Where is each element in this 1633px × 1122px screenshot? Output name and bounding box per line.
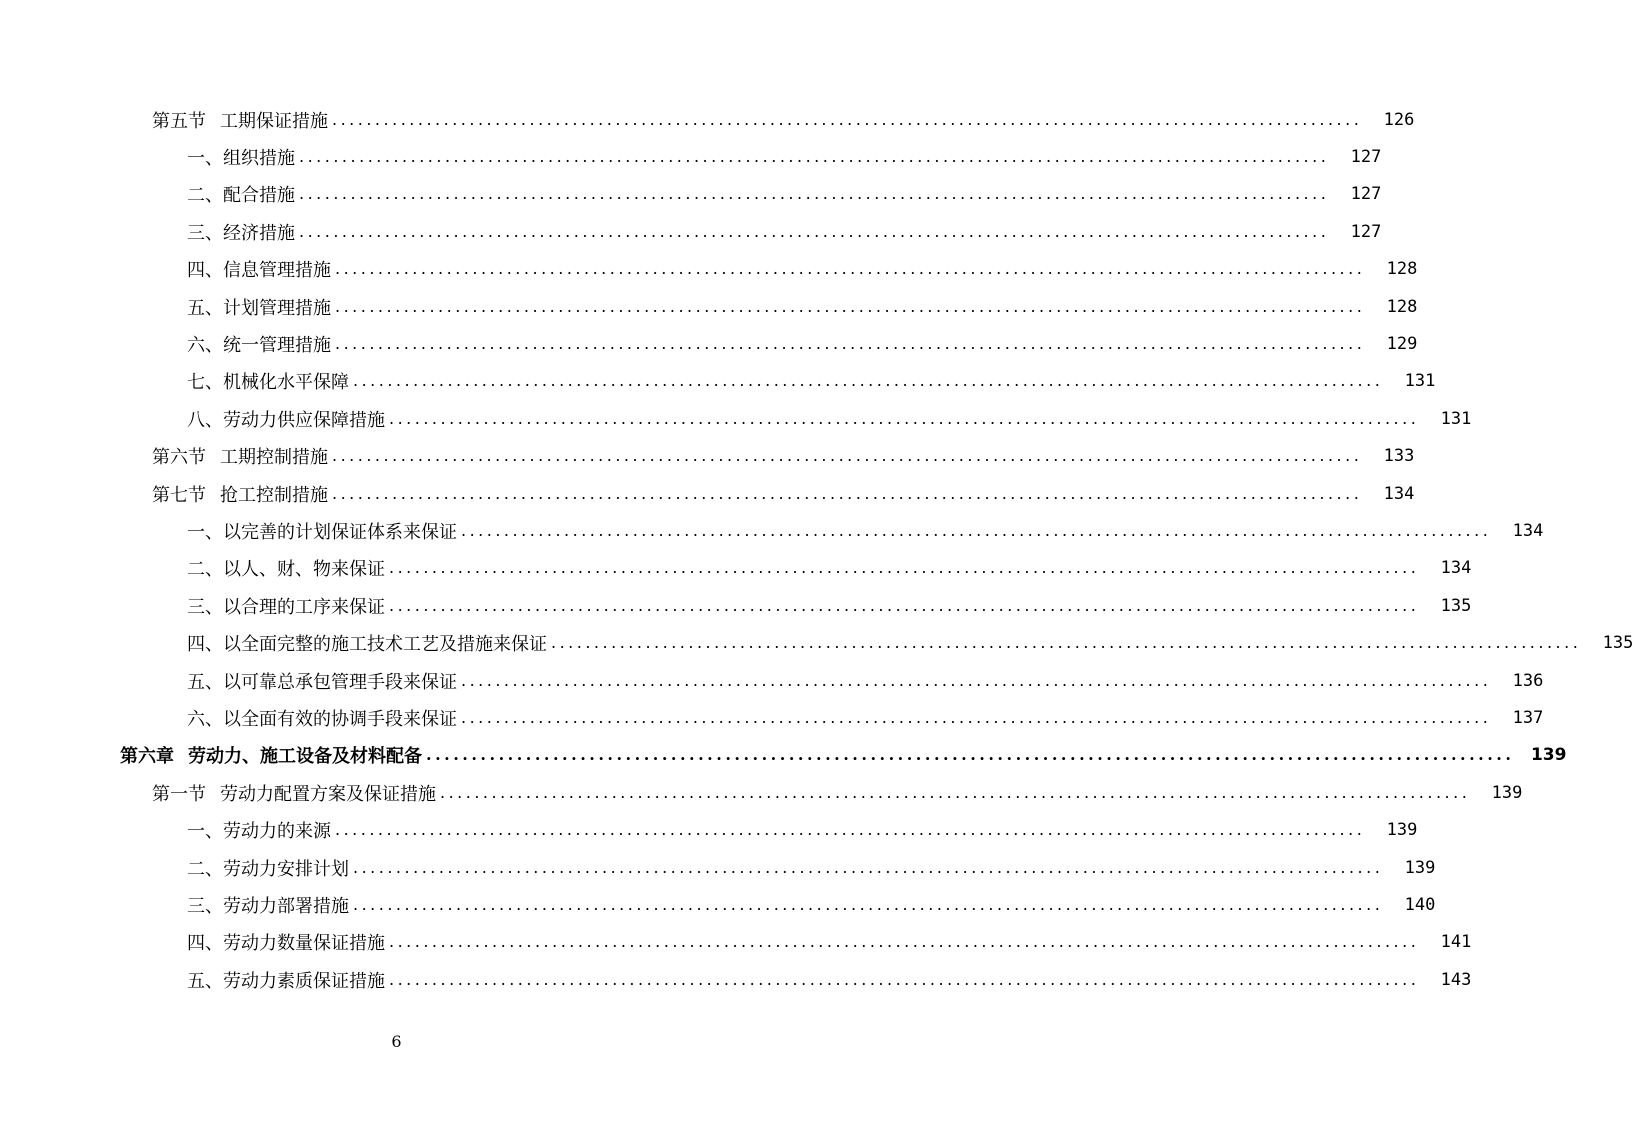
- toc-dot-leader: ........................................................................................................................: [353, 857, 1384, 877]
- toc-entry-page: 127: [1350, 221, 1382, 242]
- toc-entry[interactable]: [0, 699, 1544, 736]
- toc-dot-leader: ........................................................................................................................: [551, 633, 1582, 653]
- toc-entry-number: 第五节: [152, 110, 206, 132]
- toc-entry[interactable]: [0, 662, 1544, 699]
- toc-entry-label: [187, 219, 295, 245]
- toc-entry-page: 139: [1404, 857, 1436, 878]
- toc-entry-page: 135: [1602, 633, 1633, 654]
- toc-entry-title: 劳动力部署措施: [223, 895, 349, 917]
- toc-dot-leader: ........................................................................................................................: [389, 969, 1420, 989]
- toc-entry-number: 六、: [187, 335, 223, 357]
- toc-entry[interactable]: [0, 138, 1382, 175]
- toc-entry-title: 以全面有效的协调手段来保证: [223, 708, 457, 730]
- toc-entry-label: [187, 406, 385, 432]
- toc-entry-number: 五、: [187, 297, 223, 319]
- toc-entry[interactable]: [0, 550, 1472, 587]
- toc-entry-title: 以可靠总承包管理手段来保证: [223, 671, 457, 693]
- toc-dot-leader: ........................................................................................................................: [426, 745, 1515, 765]
- toc-entry-title: 劳动力的来源: [223, 821, 331, 843]
- toc-entry-label: [152, 443, 328, 469]
- toc-entry-label: [187, 855, 349, 881]
- toc-entry-number: 第六章: [120, 746, 174, 768]
- toc-entry-page: 140: [1404, 894, 1436, 915]
- toc-entry[interactable]: [0, 475, 1415, 512]
- page-number: 6: [391, 1032, 402, 1051]
- toc-entry-label: [120, 742, 422, 768]
- toc-entry-number: 第六节: [152, 447, 206, 469]
- toc-entry[interactable]: [0, 363, 1436, 400]
- toc-entry-label: [187, 368, 349, 394]
- toc-entry-page: 136: [1512, 670, 1544, 691]
- toc-entry-label: [187, 668, 457, 694]
- toc-dot-leader: ........................................................................................................................: [389, 595, 1420, 615]
- toc-dot-leader: ........................................................................................................................: [389, 932, 1420, 952]
- toc-entry[interactable]: [0, 251, 1418, 288]
- table-of-contents: [0, 101, 1633, 998]
- toc-dot-leader: ........................................................................................................................: [389, 558, 1420, 578]
- toc-entry-number: 二、: [187, 185, 223, 207]
- toc-entry-number: 三、: [187, 222, 223, 244]
- toc-entry-label: [187, 144, 295, 170]
- toc-entry-label: [187, 593, 385, 619]
- toc-entry-title: 计划管理措施: [223, 297, 331, 319]
- toc-entry-page: 141: [1440, 932, 1472, 953]
- toc-entry-label: [152, 107, 328, 133]
- toc-entry-label: [187, 967, 385, 993]
- toc-entry-number: 第七节: [152, 484, 206, 506]
- toc-entry[interactable]: [0, 587, 1472, 624]
- toc-entry-title: 配合措施: [223, 185, 295, 207]
- toc-entry-page: 135: [1440, 595, 1472, 616]
- toc-dot-leader: ........................................................................................................................: [389, 408, 1420, 428]
- toc-entry[interactable]: [0, 811, 1418, 848]
- toc-entry-label: [187, 817, 331, 843]
- toc-entry-page: 128: [1386, 259, 1418, 280]
- toc-entry-label: [152, 481, 328, 507]
- toc-entry-label: [187, 892, 349, 918]
- toc-entry[interactable]: [0, 325, 1418, 362]
- toc-entry-label: [187, 518, 457, 544]
- toc-entry-title: 信息管理措施: [223, 260, 331, 282]
- toc-entry-number: 四、: [187, 260, 223, 282]
- toc-dot-leader: ........................................................................................................................: [335, 259, 1366, 279]
- toc-entry-title: 机械化水平保障: [223, 372, 349, 394]
- toc-dot-leader: ........................................................................................................................: [353, 371, 1384, 391]
- toc-entry-page: 143: [1440, 969, 1472, 990]
- toc-entry[interactable]: [0, 774, 1523, 811]
- toc-entry-number: 三、: [187, 895, 223, 917]
- toc-entry-page: 139: [1530, 745, 1567, 766]
- toc-entry-label: [187, 555, 385, 581]
- toc-dot-leader: ........................................................................................................................: [335, 820, 1366, 840]
- toc-entry[interactable]: [0, 961, 1472, 998]
- toc-entry-page: 137: [1512, 707, 1544, 728]
- toc-dot-leader: ........................................................................................................................: [335, 334, 1366, 354]
- toc-dot-leader: ........................................................................................................................: [332, 483, 1363, 503]
- toc-entry[interactable]: [0, 924, 1472, 961]
- toc-entry-page: 134: [1383, 483, 1415, 504]
- toc-entry[interactable]: [0, 886, 1436, 923]
- toc-entry-number: 二、: [187, 858, 223, 880]
- toc-entry-title: 以全面完整的施工技术工艺及措施来保证: [223, 634, 547, 656]
- toc-entry-number: 三、: [187, 596, 223, 618]
- toc-entry[interactable]: [0, 213, 1382, 250]
- toc-entry-number: 一、: [187, 148, 223, 170]
- toc-entry-page: 134: [1512, 520, 1544, 541]
- toc-entry-title: 劳动力数量保证措施: [223, 933, 385, 955]
- toc-entry-page: 127: [1350, 184, 1382, 205]
- toc-entry-title: 以人、财、物来保证: [223, 559, 385, 581]
- toc-entry[interactable]: [0, 849, 1436, 886]
- toc-entry-number: 四、: [187, 634, 223, 656]
- toc-entry-number: 二、: [187, 559, 223, 581]
- toc-dot-leader: ........................................................................................................................: [299, 147, 1330, 167]
- toc-entry-label: [187, 294, 331, 320]
- toc-entry-number: 第一节: [152, 783, 206, 805]
- toc-entry-number: 六、: [187, 708, 223, 730]
- toc-entry-title: 统一管理措施: [223, 335, 331, 357]
- toc-entry-title: 劳动力安排计划: [223, 858, 349, 880]
- toc-entry-number: 七、: [187, 372, 223, 394]
- toc-entry-title: 经济措施: [223, 222, 295, 244]
- toc-entry-title: 劳动力素质保证措施: [223, 970, 385, 992]
- toc-entry-page: 128: [1386, 296, 1418, 317]
- toc-dot-leader: ........................................................................................................................: [461, 670, 1492, 690]
- toc-entry-page: 139: [1491, 782, 1523, 803]
- toc-entry-title: 劳动力供应保障措施: [223, 409, 385, 431]
- toc-entry[interactable]: [0, 512, 1544, 549]
- toc-dot-leader: ........................................................................................................................: [332, 446, 1363, 466]
- toc-entry[interactable]: [0, 288, 1418, 325]
- toc-entry-title: 以合理的工序来保证: [223, 596, 385, 618]
- toc-entry-page: 131: [1440, 408, 1472, 429]
- toc-entry-title: 抢工控制措施: [220, 484, 328, 506]
- toc-entry-label: [152, 780, 436, 806]
- toc-entry-title: 以完善的计划保证体系来保证: [223, 521, 457, 543]
- toc-entry-page: 139: [1386, 820, 1418, 841]
- toc-entry-page: 129: [1386, 334, 1418, 355]
- toc-entry-title: 工期控制措施: [220, 447, 328, 469]
- toc-entry-page: 131: [1404, 371, 1436, 392]
- toc-entry[interactable]: [0, 400, 1472, 437]
- toc-entry-number: 八、: [187, 409, 223, 431]
- toc-dot-leader: ........................................................................................................................: [461, 520, 1492, 540]
- toc-dot-leader: ........................................................................................................................: [332, 109, 1363, 129]
- toc-dot-leader: ........................................................................................................................: [461, 707, 1492, 727]
- toc-entry[interactable]: [0, 438, 1415, 475]
- toc-dot-leader: ........................................................................................................................: [353, 894, 1384, 914]
- toc-entry[interactable]: [0, 176, 1382, 213]
- toc-entry-title: 劳动力、施工设备及材料配备: [188, 746, 422, 768]
- toc-entry-label: [187, 331, 331, 357]
- toc-entry-number: 一、: [187, 521, 223, 543]
- toc-entry-page: 133: [1383, 446, 1415, 467]
- toc-dot-leader: ........................................................................................................................: [299, 184, 1330, 204]
- toc-entry-label: [187, 181, 295, 207]
- toc-entry-label: [187, 630, 547, 656]
- toc-entry-label: [187, 705, 457, 731]
- toc-entry[interactable]: [0, 737, 1567, 774]
- toc-entry-title: 组织措施: [223, 148, 295, 170]
- toc-dot-leader: ........................................................................................................................: [440, 782, 1471, 802]
- toc-entry[interactable]: [0, 101, 1415, 138]
- toc-entry-label: [187, 929, 385, 955]
- toc-entry-page: 134: [1440, 558, 1472, 579]
- toc-dot-leader: ........................................................................................................................: [299, 221, 1330, 241]
- toc-entry-label: [187, 256, 331, 282]
- toc-dot-leader: ........................................................................................................................: [335, 296, 1366, 316]
- toc-entry-title: 工期保证措施: [220, 110, 328, 132]
- toc-entry-number: 四、: [187, 933, 223, 955]
- toc-entry-page: 126: [1383, 109, 1415, 130]
- toc-entry[interactable]: [0, 624, 1633, 661]
- toc-entry-page: 127: [1350, 147, 1382, 168]
- toc-entry-number: 五、: [187, 671, 223, 693]
- toc-entry-number: 五、: [187, 970, 223, 992]
- toc-entry-title: 劳动力配置方案及保证措施: [220, 783, 436, 805]
- toc-entry-number: 一、: [187, 821, 223, 843]
